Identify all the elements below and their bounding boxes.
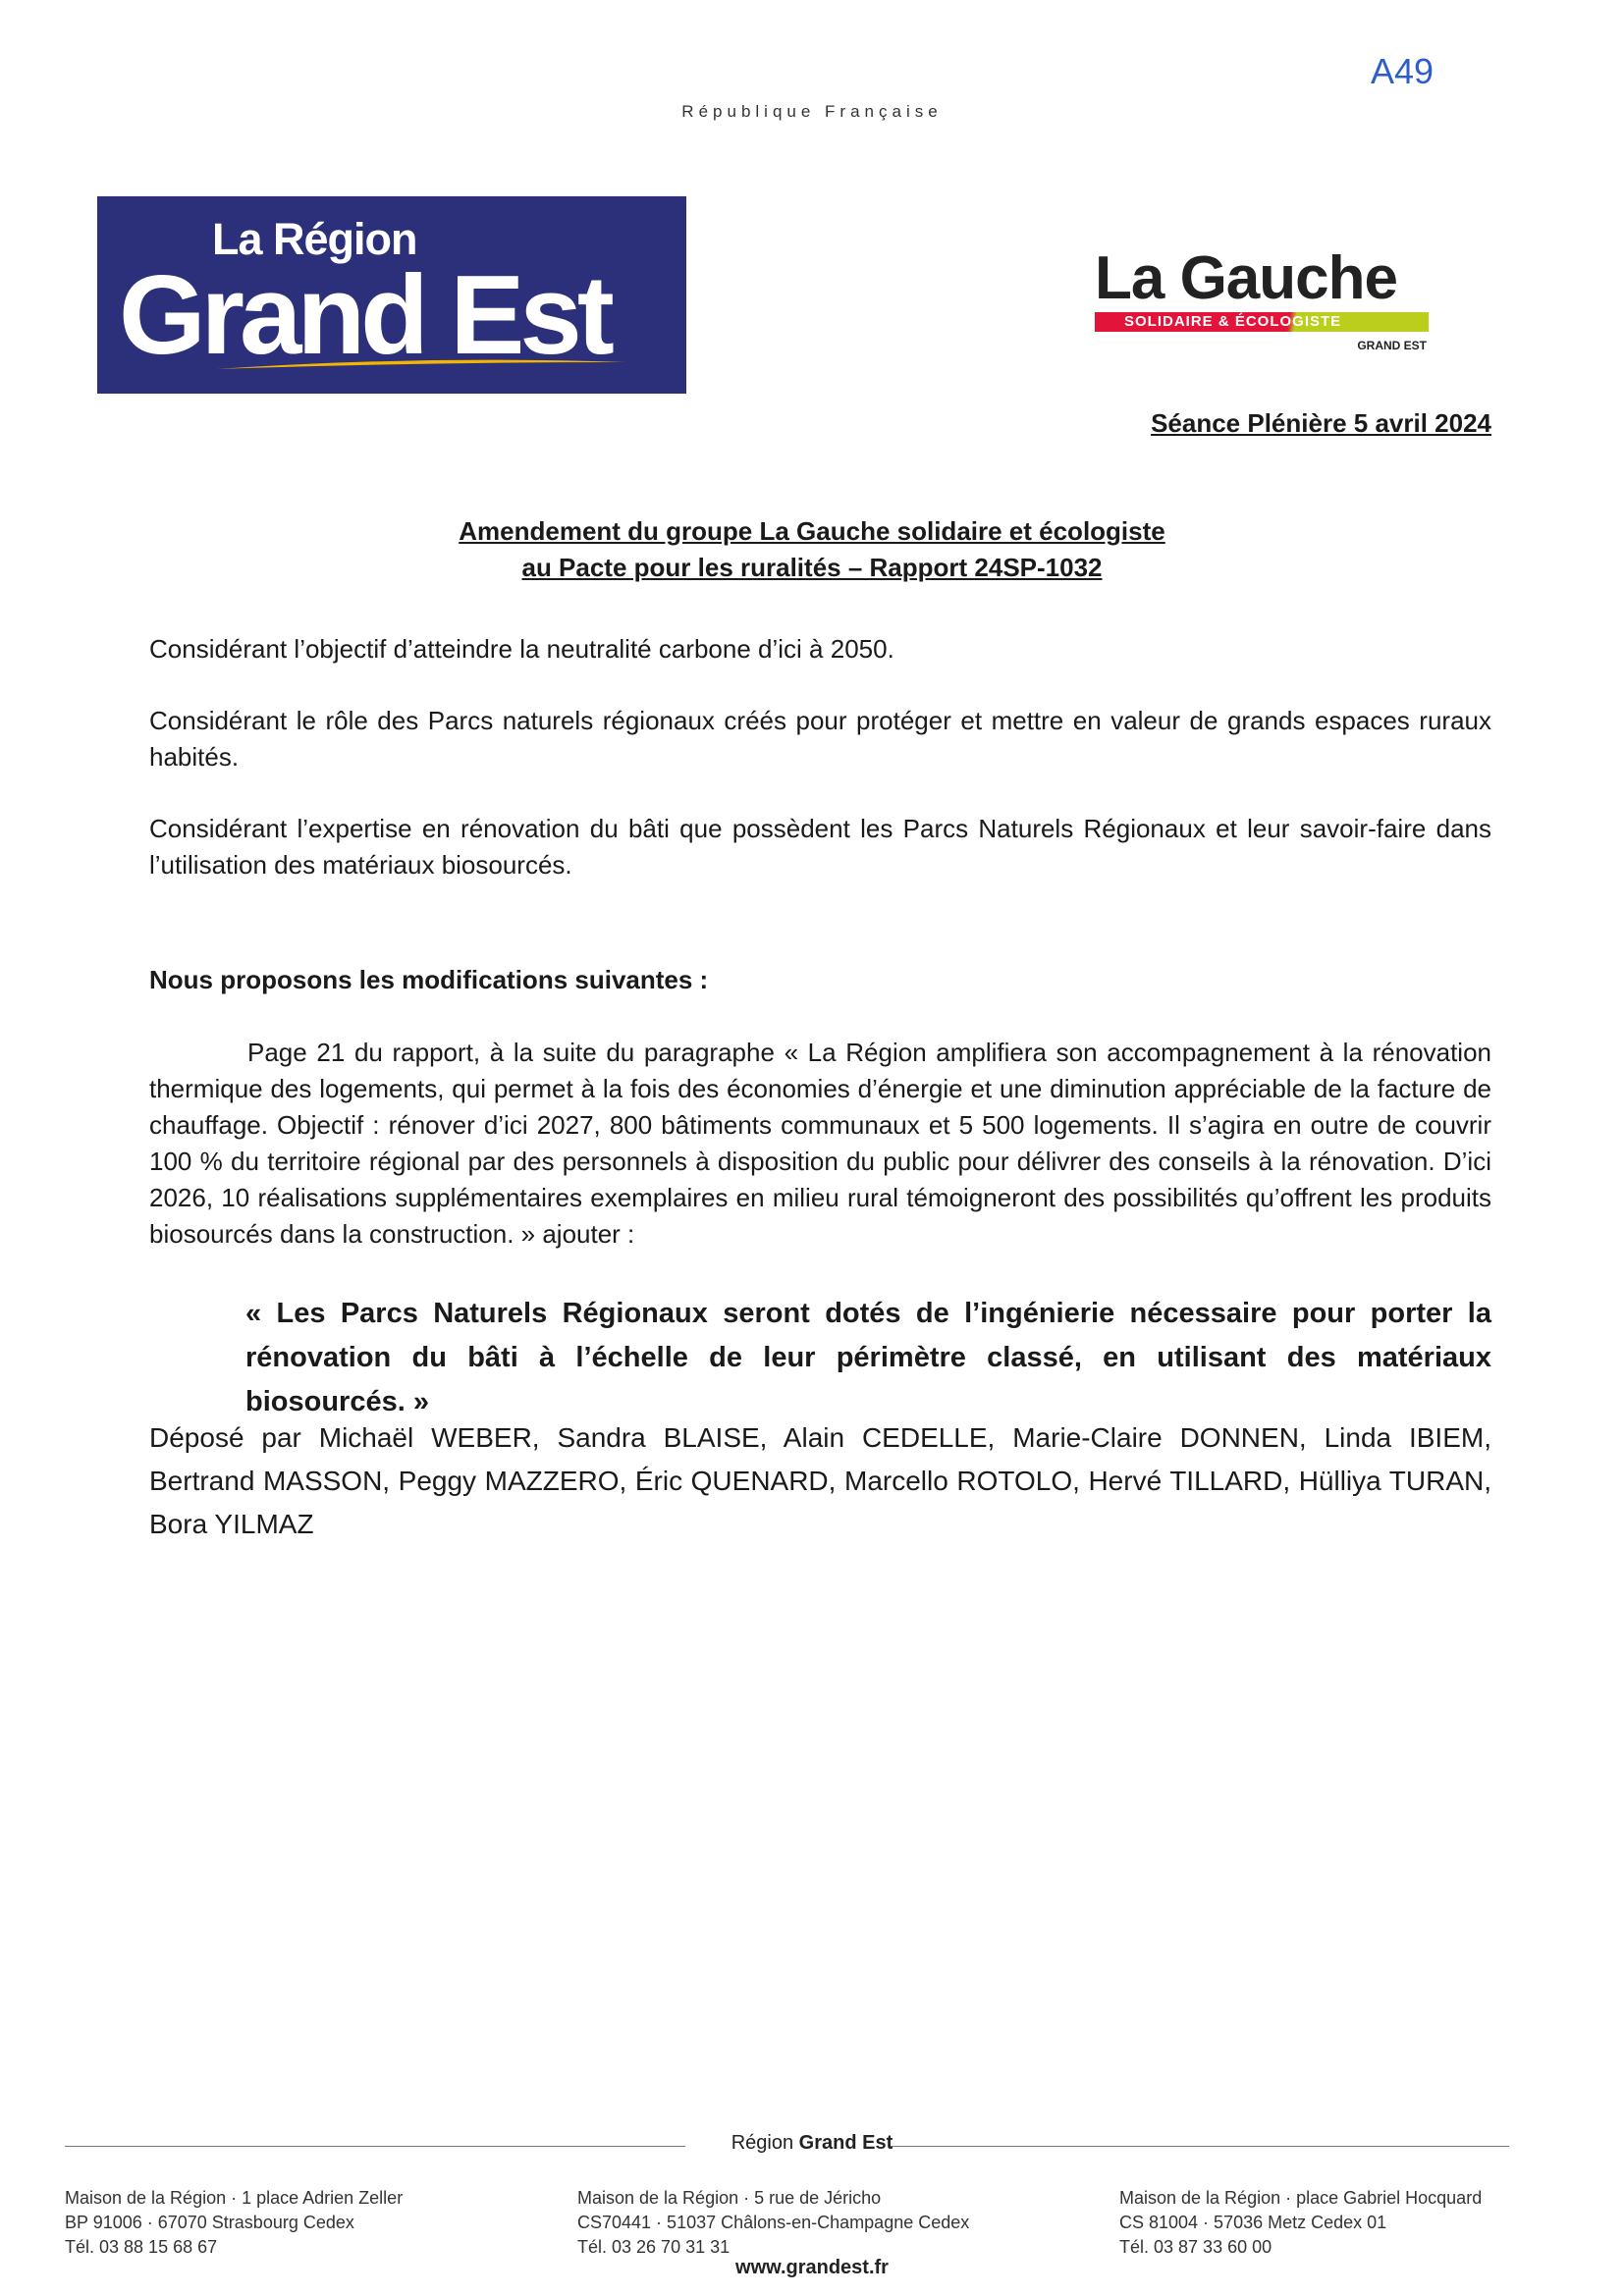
footer-brand [0, 2132, 1624, 2155]
footer-address-line: CS70441 · 51037 Châlons-en-Champagne Cedex [577, 2213, 970, 2232]
amendment-title-line2: au Pacte pour les ruralités – Rapport 24SP-1032 [521, 553, 1103, 582]
footer-address-metz [1119, 2186, 1482, 2260]
republique-header: République Française [681, 102, 943, 121]
amendment-quote: « Les Parcs Naturels Régionaux seront dotés de l’ingénierie nécessaire pour porter la rénovation du bâti à l’échelle de leur périmètre classé, en utilisant des matériaux biosourcés. » [245, 1298, 1491, 1417]
modification-paragraph [149, 1035, 1491, 1253]
considerant-paragraph-2: Considérant le rôle des Parcs naturels régionaux créés pour protéger et mettre en valeur de grands espaces ruraux habités. [149, 706, 1491, 772]
considerant-paragraph-1: Considérant l’objectif d’atteindre la neutralité carbone d’ici à 2050. [149, 634, 894, 664]
footer-address-line: Maison de la Région · place Gabriel Hocquard [1119, 2188, 1483, 2208]
region-grand-est-logo [97, 196, 686, 394]
document-code: A49 [1371, 51, 1435, 91]
region-logo-line1: La Région [212, 214, 417, 264]
footer-phone: Tél. 03 26 70 31 31 [577, 2237, 731, 2257]
footer-address-strasbourg [65, 2186, 403, 2260]
session-date: Séance Plénière 5 avril 2024 [1151, 408, 1491, 438]
footer-address-line: Maison de la Région · 1 place Adrien Zeller [65, 2188, 404, 2208]
considerant-paragraph-3: Considérant l’expertise en rénovation du bâti que possèdent les Parcs Naturels Régionaux et leur savoir-faire dans l’utilisation des matériaux biosourcés. [149, 814, 1491, 880]
la-gauche-logo [1095, 244, 1429, 359]
amendment-title [0, 513, 1624, 586]
gauche-logo-subtitle: GRAND EST [1357, 339, 1427, 352]
footer-brand-prefix: Région [731, 2132, 799, 2154]
submitted-by: Déposé par Michaël WEBER, Sandra BLAISE, Alain CEDELLE, Marie-Claire DONNEN, Linda IBIEM, Bertrand MASSON, Peggy MAZZERO, Éric QUENARD, Marcello ROTOLO, Hervé TILLARD, Hülliya TURAN, Bora YILMAZ [149, 1422, 1491, 1539]
footer-address-line: CS 81004 · 57036 Metz Cedex 01 [1119, 2213, 1387, 2232]
footer-brand-name: Grand Est [798, 2132, 893, 2154]
region-logo-swoosh-icon [215, 353, 627, 373]
modification-text: Page 21 du rapport, à la suite du paragraphe « La Région amplifiera son accompagnement à la rénovation thermique des logements, qui permet à la fois des économies d’énergie et une diminution appréciable de la facture de chauffage. Objectif : rénover d’ici 2027, 800 bâtiments communaux et 5 500 logements. Il s’agira en outre de couvrir 100 % du territoire régional par des personnels à disposition du public pour délivrer des conseils à la rénovation. D’ici 2026, 10 réalisations supplémentaires exemplaires en milieu rural témoigneront des possibilités qu’offrent les produits biosourcés dans la construction. » ajouter : [149, 1038, 1491, 1249]
gauche-logo-band-text: SOLIDAIRE & ÉCOLOGISTE [1124, 313, 1342, 330]
footer-address-line: BP 91006 · 67070 Strasbourg Cedex [65, 2213, 354, 2232]
proposals-heading: Nous proposons les modifications suivantes : [149, 965, 709, 994]
footer-phone: Tél. 03 88 15 68 67 [65, 2237, 218, 2257]
website-link[interactable]: www.grandest.fr [735, 2257, 889, 2278]
footer-address-chalons [577, 2186, 969, 2260]
footer-phone: Tél. 03 87 33 60 00 [1119, 2237, 1272, 2257]
gauche-logo-band [1095, 312, 1429, 332]
amendment-title-line1: Amendement du groupe La Gauche solidaire et écologiste [459, 516, 1165, 546]
footer-address-line: Maison de la Région · 5 rue de Jéricho [577, 2188, 882, 2208]
region-logo-line2: Grand Est [119, 253, 610, 378]
gauche-logo-title: La Gauche [1095, 244, 1397, 312]
